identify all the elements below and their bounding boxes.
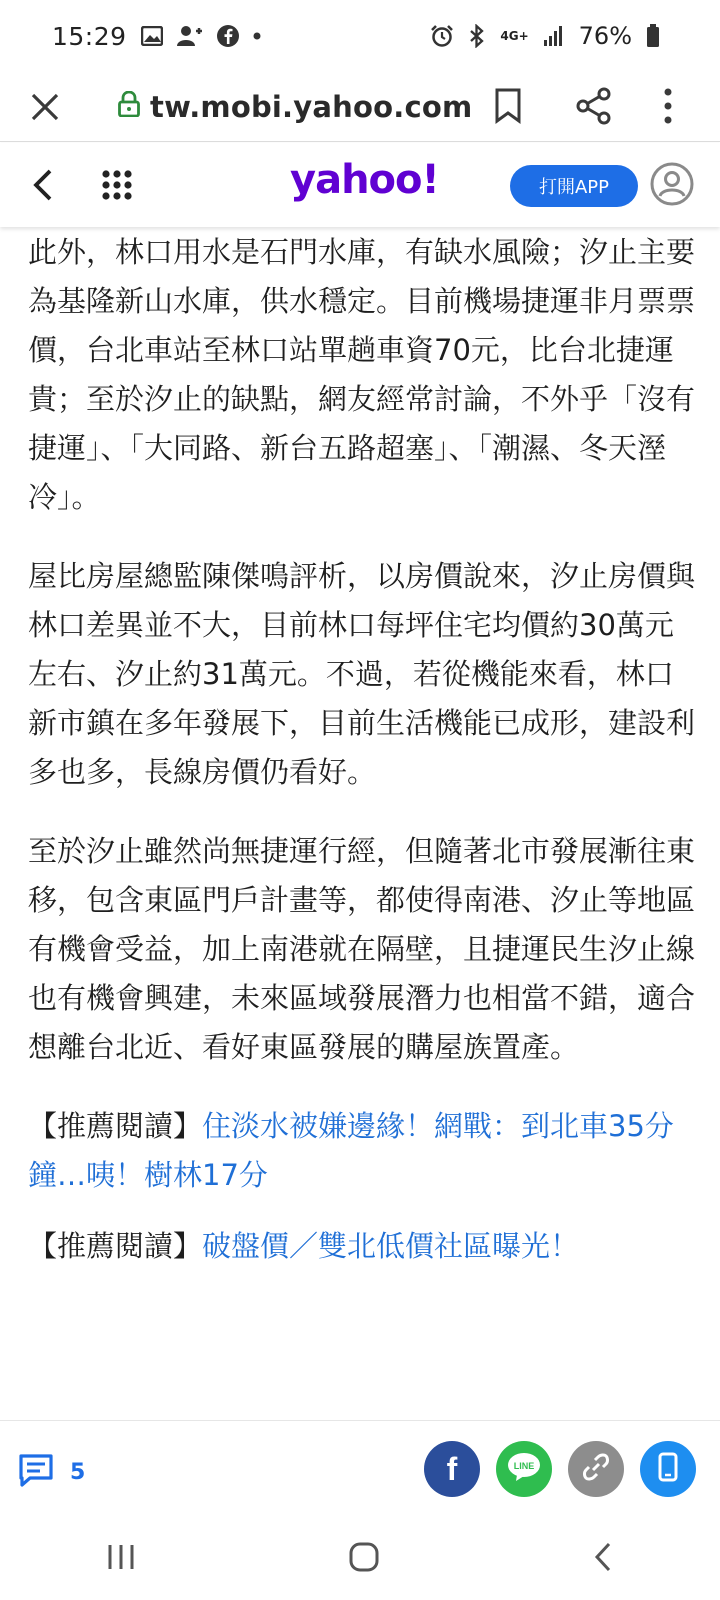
status-bar-right: [430, 22, 660, 50]
save-to-device-button[interactable]: [640, 1441, 696, 1497]
phone-icon: [657, 1452, 679, 1486]
bluetooth-icon: [468, 24, 486, 48]
recommended-link[interactable]: 破盤價／雙北低價社區曝光！: [202, 1229, 580, 1263]
battery-percent: 76%: [578, 22, 632, 50]
comment-icon: [18, 1453, 54, 1491]
battery-icon: [646, 24, 660, 48]
network-type: 4G+: [500, 29, 529, 43]
article-body: [28, 228, 696, 1293]
back-icon[interactable]: [592, 1541, 614, 1577]
account-icon[interactable]: [650, 162, 694, 210]
article-paragraph: 至於汐止雖然尚無捷運行經，但隨著北市發展漸往東移，包含東區門戶計畫等，都使得南港、汐止等地區有機會受益，加上南港就在隔壁，且捷運民生汐止線也有機會興建，未來區域發展潛力也相當不錯，適合想離台北近、看好東區發展的購屋族置產。: [28, 834, 696, 1064]
recommended-prefix: 【推薦閱讀】: [28, 1229, 203, 1263]
home-icon[interactable]: [348, 1541, 380, 1577]
address-bar[interactable]: [118, 86, 472, 128]
status-time: 15:29: [52, 21, 127, 51]
facebook-icon: f: [446, 1450, 458, 1487]
facebook-share-button[interactable]: [424, 1441, 480, 1497]
person-add-icon: [177, 25, 203, 47]
lock-icon: [118, 90, 140, 124]
alarm-icon: [430, 24, 454, 48]
system-nav-bar: [0, 1518, 720, 1600]
apps-grid-icon[interactable]: [102, 170, 132, 204]
article-action-bar: [0, 1420, 720, 1519]
copy-link-button[interactable]: [568, 1441, 624, 1497]
open-app-button[interactable]: 打開APP: [510, 165, 638, 207]
comments-button[interactable]: [18, 1453, 85, 1491]
line-icon: [507, 1452, 541, 1486]
recommended-reading: [28, 1222, 696, 1271]
signal-icon: [543, 25, 565, 47]
site-header: [0, 143, 720, 227]
recommended-reading: [28, 1102, 696, 1200]
recommended-prefix: 【推薦閱讀】: [28, 1109, 203, 1143]
line-label: LINE: [513, 1461, 535, 1471]
more-vertical-icon[interactable]: [662, 86, 674, 130]
close-icon[interactable]: [26, 88, 64, 126]
recent-apps-icon[interactable]: [106, 1543, 136, 1575]
line-share-button[interactable]: [496, 1441, 552, 1497]
recommended-link[interactable]: 住淡水被嫌邊緣！網戰：到北車35分鐘…咦！樹林17分: [28, 1109, 674, 1192]
status-bar: [0, 0, 720, 72]
url-text: tw.mobi.yahoo.com: [150, 90, 473, 124]
dot-icon: [253, 32, 261, 40]
article-paragraph: 屋比房屋總監陳傑鳴評析，以房價說來，汐止房價與林口差異並不大，目前林口每坪住宅均價約30萬元左右、汐止約31萬元。不過，若從機能來看，林口新市鎮在多年發展下，目前生活機能已成形，建設利多也多，長線房價仍看好。: [28, 559, 696, 789]
comment-count: 5: [70, 1459, 86, 1485]
browser-toolbar: [0, 72, 720, 142]
bookmark-icon[interactable]: [492, 86, 524, 130]
yahoo-logo[interactable]: yahoo!: [290, 157, 439, 203]
article-paragraph: 此外，林口用水是石門水庫，有缺水風險；汐止主要為基隆新山水庫，供水穩定。目前機場捷運非月票票價，台北車站至林口站單趟車資70元，比台北捷運貴；至於汐止的缺點，網友經常討論，不外乎「沒有捷運」、「大同路、新台五路超塞」、「潮濕、冬天溼冷」。: [28, 235, 696, 514]
back-chevron-icon[interactable]: [28, 167, 58, 207]
gallery-icon: [141, 26, 163, 46]
link-icon: [581, 1452, 611, 1486]
share-icon[interactable]: [574, 86, 614, 130]
facebook-icon: [217, 25, 239, 47]
status-bar-left: [52, 22, 261, 51]
